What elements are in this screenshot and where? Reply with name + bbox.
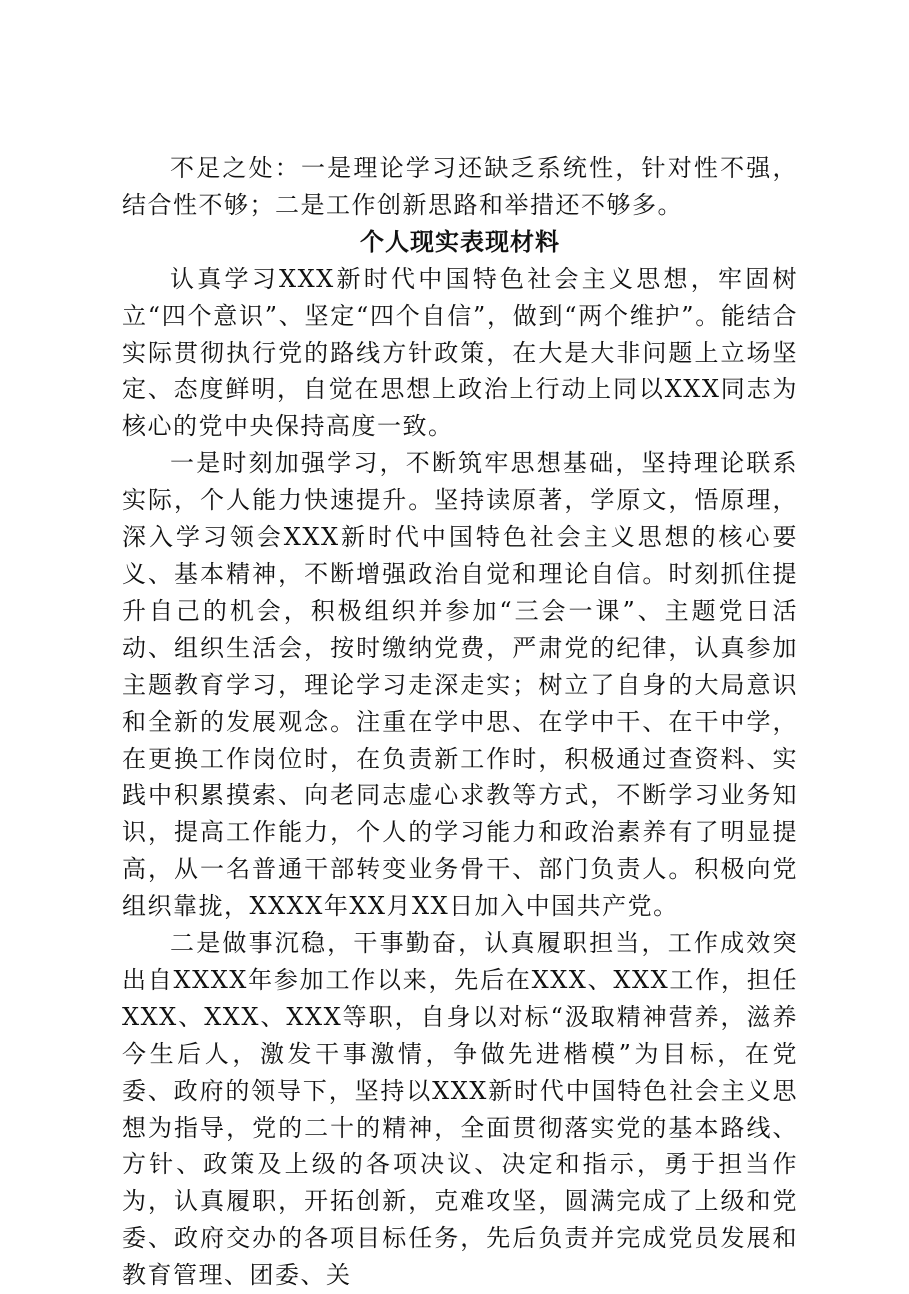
paragraph-shortcomings: 不足之处：一是理论学习还缺乏系统性，针对性不强，结合性不够；二是工作创新思路和举措还不够多。 [122, 154, 798, 219]
paragraph-intro: 认真学习XXX新时代中国特色社会主义思想，牢固树立“四个意识”、坚定“四个自信”，做到“两个维护”。能结合实际贯彻执行党的路线方针政策，在大是大非问题上立场坚定、态度鲜明，自觉在思想上政治上行动上同以XXX同志为核心的党中央保持高度一致。 [122, 264, 798, 441]
section-title: 个人现实表现材料 [360, 226, 560, 256]
paragraph-point-one: 一是时刻加强学习，不断筑牢思想基础，坚持理论联系实际，个人能力快速提升。坚持读原著，学原文，悟原理，深入学习领会XXX新时代中国特色社会主义思想的核心要义、基本精神，不断增强政治自觉和理论自信。时刻抓住提升自己的机会，积极组织并参加“三会一课”、主题党日活动、组织生活会，按时缴纳党费，严肃党的纪律，认真参加主题教育学习，理论学习走深走实；树立了自身的大局意识和全新的发展观念。注重在学中思、在学中干、在干中学，在更换工作岗位时，在负责新工作时，积极通过查资料、实践中积累摸索、向老同志虚心求教等方式，不断学习业务知识，提高工作能力，个人的学习能力和政治素养有了明显提高，从一名普通干部转变业务骨干、部门负责人。积极向党组织靠拢，XXXX年XX月XX日加入中国共产党。 [122, 449, 798, 921]
document-body [122, 150, 798, 1294]
paragraph-point-two: 二是做事沉稳，干事勤奋，认真履职担当，工作成效突出自XXXX年参加工作以来，先后在XXX、XXX工作，担任XXX、XXX、XXX等职，自身以对标“汲取精神营养，滋养今生后人，激发干事激情，争做先进楷模”为目标，在党委、政府的领导下，坚持以XXX新时代中国特色社会主义思想为指导，党的二十的精神，全面贯彻落实党的基本路线、方针、政策及上级的各项决议、决定和指示，勇于担当作为，认真履职，开拓创新，克难攻坚，圆满完成了上级和党委、政府交办的各项目标任务，先后负责并完成党员发展和教育管理、团委、关 [122, 929, 798, 1290]
